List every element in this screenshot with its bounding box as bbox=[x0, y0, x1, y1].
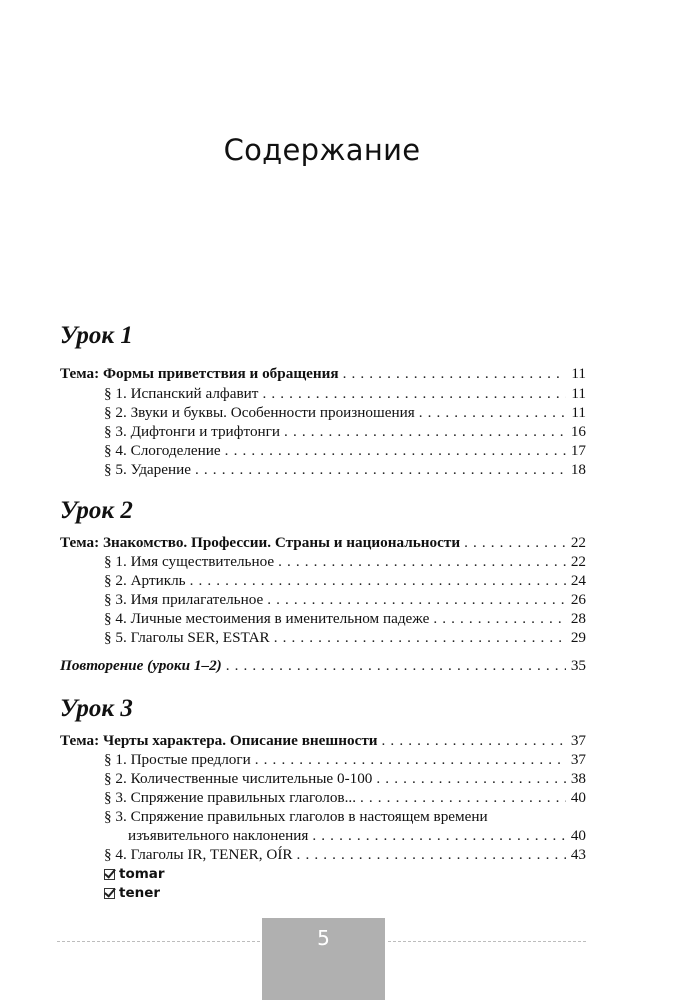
toc-item-row[interactable] bbox=[104, 460, 586, 480]
dot-leader bbox=[284, 422, 566, 442]
toc-item-label: § 4. Личные местоимения в именительном падеже bbox=[104, 610, 430, 627]
dot-leader bbox=[297, 845, 566, 865]
toc-page-number: 11 bbox=[571, 404, 586, 421]
toc-page-number: 11 bbox=[571, 365, 586, 382]
toc-item-label: § 4. Глаголы IR, TENER, OÍR bbox=[104, 846, 293, 863]
dot-leader bbox=[274, 628, 566, 648]
checklist-label: tomar bbox=[119, 866, 165, 882]
toc-page-number: 29 bbox=[570, 629, 586, 646]
toc-item-label: § 5. Ударение bbox=[104, 461, 192, 478]
dot-leader bbox=[382, 731, 566, 751]
toc-page-number: 22 bbox=[570, 553, 586, 570]
toc-page-number: 28 bbox=[570, 610, 586, 627]
toc-item-row[interactable] bbox=[104, 609, 586, 629]
dot-leader bbox=[226, 656, 566, 676]
toc-page-number: 17 bbox=[570, 442, 586, 459]
toc-item-row[interactable] bbox=[104, 590, 586, 610]
dot-leader bbox=[360, 788, 566, 808]
toc-page-number: 35 bbox=[570, 657, 586, 674]
toc-theme-row[interactable] bbox=[60, 364, 586, 384]
lesson-heading: Урок 3 bbox=[60, 695, 133, 722]
toc-review-row[interactable] bbox=[60, 656, 586, 676]
toc-theme-label: Тема: Знакомство. Профессии. Страны и национальности bbox=[60, 534, 461, 551]
toc-item-label: § 2. Звуки и буквы. Особенности произношения bbox=[104, 404, 415, 421]
toc-item-label: § 1. Испанский алфавит bbox=[104, 385, 259, 402]
toc-page-number: 24 bbox=[570, 572, 586, 589]
checkbox-checked-icon bbox=[104, 869, 115, 880]
toc-theme-label: Тема: Черты характера. Описание внешности bbox=[60, 732, 378, 749]
toc-item-label: § 4. Слогоделение bbox=[104, 442, 221, 459]
dot-leader bbox=[255, 750, 566, 770]
dot-leader bbox=[419, 403, 566, 423]
checkbox-checked-icon bbox=[104, 888, 115, 899]
toc-page-number: 38 bbox=[570, 770, 586, 787]
dot-leader bbox=[464, 533, 566, 553]
toc-item-row[interactable] bbox=[104, 552, 586, 572]
toc-page-number: 18 bbox=[570, 461, 586, 478]
toc-page-number: 43 bbox=[570, 846, 586, 863]
toc-page-number: 16 bbox=[570, 423, 586, 440]
toc-item-label: § 3. Имя прилагательное bbox=[104, 591, 264, 608]
toc-item-label: § 1. Простые предлоги bbox=[104, 751, 251, 768]
toc-page-number: 37 bbox=[570, 732, 586, 749]
dot-leader bbox=[433, 609, 566, 629]
toc-item-label: § 1. Имя существительное bbox=[104, 553, 275, 570]
page-title: Содержание bbox=[223, 133, 421, 168]
toc-page-number: 40 bbox=[570, 789, 586, 806]
dot-leader bbox=[376, 769, 566, 789]
toc-item-row[interactable] bbox=[104, 384, 586, 404]
toc-page-number: 22 bbox=[570, 534, 586, 551]
toc-item-label: § 3. Спряжение правильных глаголов... bbox=[104, 789, 356, 806]
page-number-box bbox=[262, 918, 385, 1000]
toc-item-row[interactable] bbox=[104, 845, 586, 865]
dot-leader bbox=[343, 364, 566, 384]
footer-divider-left bbox=[57, 941, 260, 942]
dot-leader bbox=[195, 460, 566, 480]
toc-item-label: § 2. Артикль bbox=[104, 572, 186, 589]
lesson-heading: Урок 1 bbox=[60, 322, 133, 349]
toc-page-number: 37 bbox=[570, 751, 586, 768]
toc-item-row[interactable] bbox=[104, 788, 586, 808]
footer-divider-right bbox=[388, 941, 586, 942]
toc-item-label: § 3. Спряжение правильных глаголов в настоящем времени bbox=[104, 808, 488, 825]
checklist-label: tener bbox=[119, 885, 161, 901]
toc-theme-label: Тема: Формы приветствия и обращения bbox=[60, 365, 339, 382]
toc-item-continuation[interactable] bbox=[128, 826, 586, 846]
toc-item-row[interactable] bbox=[104, 441, 586, 461]
toc-theme-row[interactable] bbox=[60, 731, 586, 751]
dot-leader bbox=[267, 590, 566, 610]
toc-item-row-multiline[interactable] bbox=[104, 807, 586, 827]
toc-item-label: § 5. Глаголы SER, ESTAR bbox=[104, 629, 270, 646]
dot-leader bbox=[278, 552, 566, 572]
toc-item-row[interactable] bbox=[104, 750, 586, 770]
toc-item-label: § 2. Количественные числительные 0-100 bbox=[104, 770, 373, 787]
toc-page-number: 26 bbox=[570, 591, 586, 608]
dot-leader bbox=[190, 571, 566, 591]
dot-leader bbox=[262, 384, 566, 404]
toc-page-number: 11 bbox=[571, 385, 586, 402]
toc-review-label: Повторение (уроки 1–2) bbox=[60, 657, 222, 674]
toc-item-label: § 3. Дифтонги и трифтонги bbox=[104, 423, 281, 440]
dot-leader bbox=[225, 441, 566, 461]
page-number: 5 bbox=[317, 926, 330, 950]
toc-page-number: 40 bbox=[570, 827, 586, 844]
toc-item-row[interactable] bbox=[104, 628, 586, 648]
toc-item-label-continuation: изъявительного наклонения bbox=[128, 827, 309, 844]
checklist-item bbox=[104, 866, 165, 882]
dot-leader bbox=[312, 826, 566, 846]
toc-item-row[interactable] bbox=[104, 422, 586, 442]
toc-item-row[interactable] bbox=[104, 403, 586, 423]
toc-item-row[interactable] bbox=[104, 769, 586, 789]
toc-theme-row[interactable] bbox=[60, 533, 586, 553]
checklist-item bbox=[104, 885, 160, 901]
lesson-heading: Урок 2 bbox=[60, 497, 133, 524]
toc-item-row[interactable] bbox=[104, 571, 586, 591]
